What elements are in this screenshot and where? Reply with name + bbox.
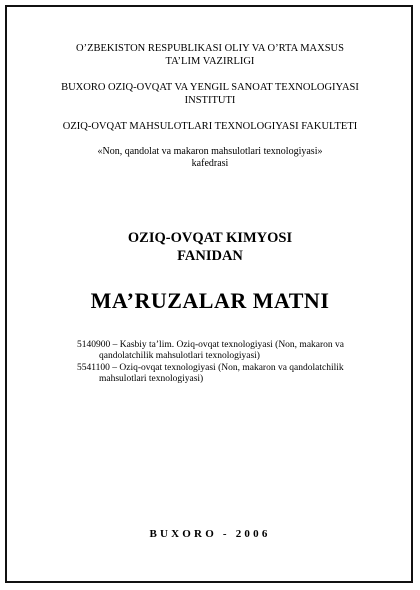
institute-heading [0,81,420,107]
department-name: «Non, qandolat va makaron mahsulotlari texnologiyasi» [97,146,323,157]
subject-line-2: FANIDAN [177,248,243,264]
ministry-line-1: O’ZBEKISTON RESPUBLIKASI OLIY VA O’RTA MAXSUS [76,43,344,54]
institute-line-2: INSTITUTI [184,95,236,106]
faculty-heading: OZIQ-OVQAT MAHSULOTLARI TEXNOLOGIYASI FAKULTETI [62,121,358,132]
institute-line-1: BUXORO OZIQ-OVQAT VA YENGIL SANOAT TEXNOLOGIYASI [61,82,359,93]
city-year: BUXORO - 2006 [149,528,271,540]
department-word: kafedrasi [191,158,229,169]
specialty-1-line-2: qandolatchilik mahsulotlari texnologiyasi) [99,351,260,361]
subject-line-1: OZIQ-OVQAT KIMYOSI [127,230,293,246]
department-heading [0,146,420,170]
specialty-2-line-2: mahsulotlari texnologiyasi) [99,374,204,384]
specialty-2-line-1: 5541100 – Oziq-ovqat texnologiyasi (Non, makaron va qandolatchilik [77,363,344,373]
specialty-1-line-1: 5140900 – Kasbiy ta’lim. Oziq-ovqat texnologiyasi (Non, makaron va [77,340,345,350]
document-title: MA’RUZALAR MATNI [90,288,330,313]
ministry-line-2: TA’LIM VAZIRLIGI [165,56,255,67]
subject-title [0,229,420,265]
ministry-heading [0,42,420,68]
